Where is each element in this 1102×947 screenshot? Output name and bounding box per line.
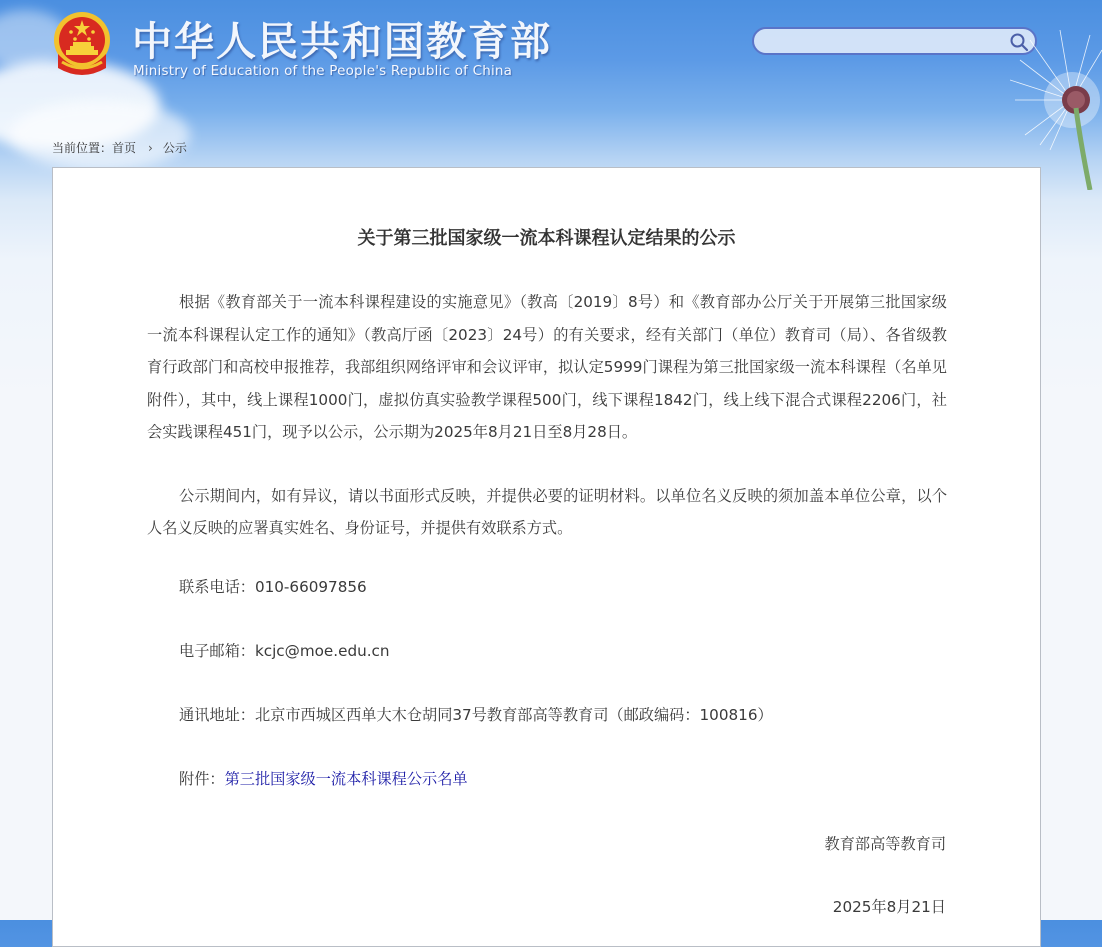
dandelion-decoration-icon bbox=[1010, 30, 1102, 190]
contact-phone bbox=[179, 576, 367, 597]
breadcrumb-label: 当前位置： bbox=[52, 141, 113, 155]
address-label: 通讯地址： bbox=[179, 706, 255, 724]
site-subtitle: Ministry of Education of the People's Republic of China bbox=[133, 63, 513, 79]
contact-address bbox=[179, 704, 773, 725]
email-label: 电子邮箱： bbox=[179, 642, 255, 660]
search-input[interactable] bbox=[766, 31, 1010, 53]
signature-date: 2025年8月21日 bbox=[832, 898, 946, 916]
attachment bbox=[179, 768, 468, 789]
email-value: kcjc@moe.edu.cn bbox=[254, 642, 390, 660]
attachment-link[interactable]: 第三批国家级一流本科课程公示名单 bbox=[224, 770, 468, 788]
search-box bbox=[752, 27, 1037, 55]
site-title: 中华人民共和国教育部 bbox=[132, 19, 552, 65]
breadcrumb-separator-icon: › bbox=[148, 141, 153, 155]
article-paragraph: 根据《教育部关于一流本科课程建设的实施意见》（教高〔2019〕8号）和《教育部办公厅关于开展第三批国家级一流本科课程认定工作的通知》（教高厅函〔2023〕24号）的有关要求，经有关部门（单位）教育司（局）、各省级教育行政部门和高校申报推荐，我部组织网络评审和会议评审，拟认定5999门课程为第三批国家级一流本科课程（名单见附件），其中，线上课程1000门，虚拟仿真实验教学课程500门，线下课程1842门，线上线下混合式课程2206门，社会实践课程451门，现予以公示，公示期为2025年8月21日至8月28日。 bbox=[147, 293, 947, 441]
article-title: 关于第三批国家级一流本科课程认定结果的公示 bbox=[357, 228, 736, 249]
article-body bbox=[147, 286, 947, 545]
address-value: 北京市西城区西单大木仓胡同37号教育部高等教育司（邮政编码：100816） bbox=[254, 706, 773, 724]
breadcrumb bbox=[52, 139, 187, 156]
contact-email bbox=[179, 640, 390, 661]
attachment-label: 附件： bbox=[179, 770, 225, 788]
signature-department: 教育部高等教育司 bbox=[824, 835, 946, 853]
breadcrumb-notice-link[interactable]: 公示 bbox=[162, 141, 187, 155]
national-emblem-icon bbox=[52, 10, 112, 80]
breadcrumb-home-link[interactable]: 首页 bbox=[112, 141, 137, 155]
article-paragraph: 公示期间内，如有异议，请以书面形式反映，并提供必要的证明材料。以单位名义反映的须加盖本单位公章，以个人名义反映的应署真实姓名、身份证号，并提供有效联系方式。 bbox=[147, 486, 947, 537]
phone-label: 联系电话： bbox=[179, 578, 255, 596]
phone-value: 010-66097856 bbox=[254, 578, 367, 596]
article-panel bbox=[52, 167, 1041, 947]
